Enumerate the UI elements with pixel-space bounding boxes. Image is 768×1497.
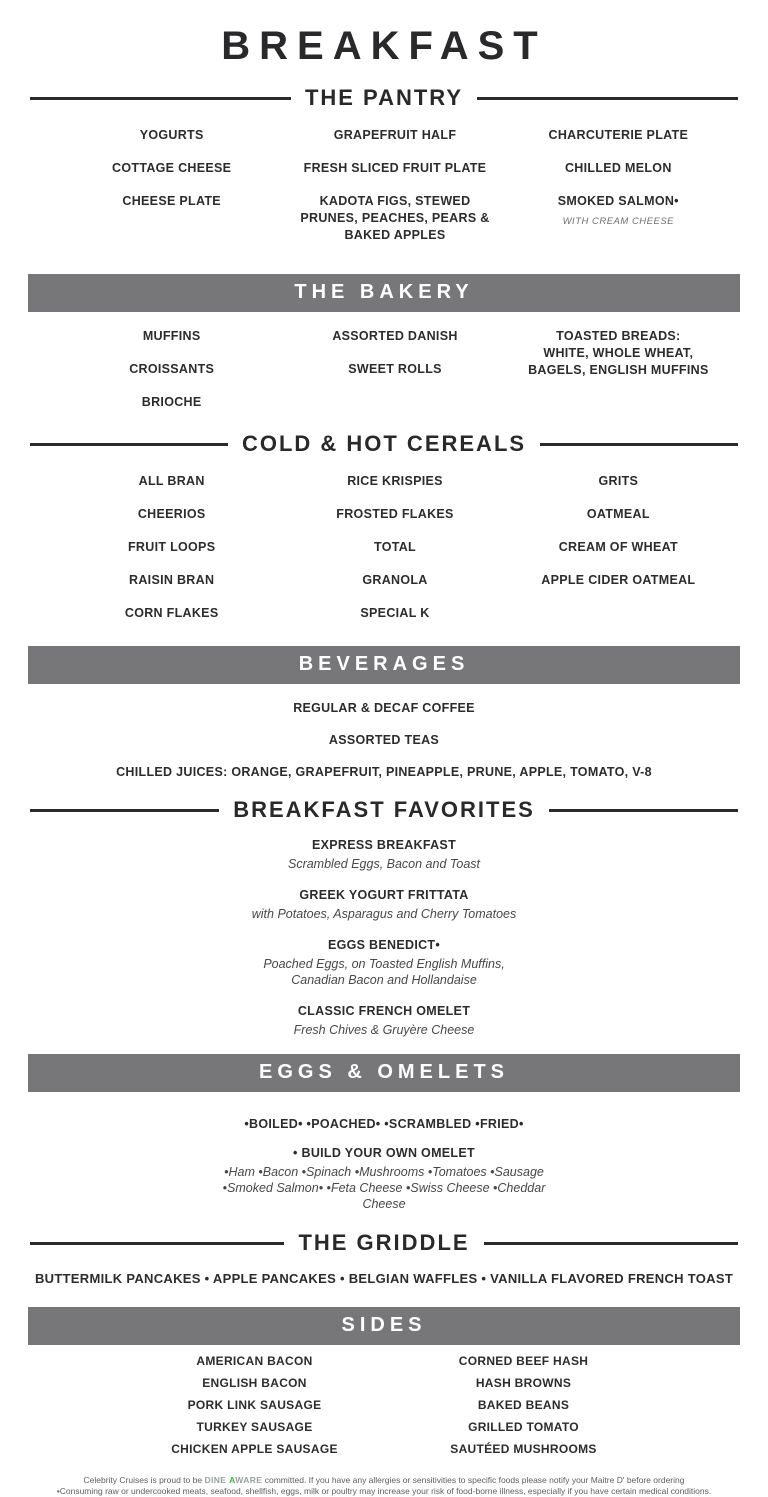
menu-item <box>120 1355 389 1368</box>
menu-item-name: •BOILED• •POACHED• •SCRAMBLED •FRIED• <box>244 1117 524 1131</box>
divider-line <box>477 97 738 100</box>
divider-line <box>30 443 228 446</box>
menu-item-name: BRIOCHE <box>141 395 202 409</box>
divider-line <box>484 1242 738 1245</box>
section-title: THE BAKERY <box>294 281 474 303</box>
menu-item-name: CLASSIC FRENCH OMELET <box>297 1004 471 1018</box>
menu-column <box>60 473 283 638</box>
menu-column <box>60 127 283 260</box>
menu-item <box>507 506 730 523</box>
menu-item-name: GREEK YOGURT FRITTATA <box>299 888 469 902</box>
menu-item-name: SWEET ROLLS <box>348 362 442 376</box>
menu-item-name: SPECIAL K <box>360 606 430 620</box>
section-grid <box>60 127 730 260</box>
menu-item <box>0 732 768 749</box>
menu-item <box>507 160 730 177</box>
menu-item <box>60 572 283 589</box>
menu-item <box>0 1003 768 1038</box>
footer-line1 <box>20 1475 748 1486</box>
menu-item-name: ALL BRAN <box>138 474 205 488</box>
menu-item-name: FROSTED FLAKES <box>336 507 454 521</box>
menu-item-name: SMOKED SALMON• <box>557 194 679 208</box>
menu-column <box>60 328 283 427</box>
menu-item <box>120 1421 389 1434</box>
section-beverages <box>0 646 768 781</box>
menu-item-name: EGGS BENEDICT• <box>327 938 441 952</box>
section-bakery <box>0 274 768 427</box>
footer-line2: •Consuming raw or undercooked meats, seafood, shellfish, eggs, milk or poultry may increase your risk of food-borne illness, especially if you have certain medical conditions. <box>56 1486 712 1496</box>
menu-item <box>283 361 506 378</box>
menu-item-name: CHICKEN APPLE SAUSAGE <box>171 1442 338 1456</box>
section-grid <box>60 328 730 427</box>
menu-column <box>283 328 506 427</box>
section-grid <box>60 473 730 638</box>
section-header-sides <box>28 1307 740 1345</box>
menu-item <box>60 605 283 622</box>
section-stack <box>0 1116 768 1212</box>
menu-item <box>0 1145 768 1212</box>
menu-item <box>283 160 506 177</box>
menu-header <box>0 0 768 69</box>
menu-item-name: CHEERIOS <box>137 507 206 521</box>
menu-item-name: MUFFINS <box>142 329 201 343</box>
menu-item-name: BAKED BEANS <box>477 1398 570 1412</box>
menu-item-name: CROISSANTS <box>129 362 215 376</box>
section-sides <box>0 1307 768 1465</box>
menu-item-name: ASSORTED TEAS <box>328 733 440 747</box>
menu-item-name: SAUTÉED MUSHROOMS <box>450 1442 597 1456</box>
menu-item <box>60 193 283 210</box>
section-title: SIDES <box>341 1314 427 1336</box>
menu-column <box>283 127 506 260</box>
section-pantry <box>0 85 768 260</box>
menu-item <box>60 473 283 490</box>
menu-item <box>60 506 283 523</box>
section-title: EGGS & OMELETS <box>258 1061 510 1083</box>
divider-line <box>30 1242 284 1245</box>
menu-item <box>120 1377 389 1390</box>
menu-column <box>507 473 730 638</box>
menu-item-name: GRITS <box>598 474 639 488</box>
menu-item <box>389 1399 658 1412</box>
menu-item-name: CORN FLAKES <box>124 606 219 620</box>
section-header-beverages <box>28 646 740 684</box>
dine-aware-logo: DINE <box>204 1475 230 1485</box>
section-stack <box>0 700 768 781</box>
divider-line <box>30 97 291 100</box>
section-griddle <box>0 1230 768 1287</box>
menu-column <box>507 328 730 427</box>
divider-line <box>540 443 738 446</box>
menu-item <box>389 1355 658 1368</box>
section-title: BEVERAGES <box>298 653 470 675</box>
menu-item-name: CREAM OF WHEAT <box>558 540 678 554</box>
menu-item-name: YOGURTS <box>139 128 204 142</box>
menu-item <box>120 1399 389 1412</box>
menu-item-name: REGULAR & DECAF COFFEE <box>293 701 475 715</box>
section-eggs <box>0 1054 768 1212</box>
section-header-cereals <box>30 431 738 457</box>
menu-item-name: RICE KRISPIES <box>347 474 443 488</box>
menu-item-sub: Fresh Chives & Gruyère Cheese <box>293 1023 475 1037</box>
menu-sections <box>0 85 768 1465</box>
menu-item-name: • BUILD YOUR OWN OMELET <box>293 1146 475 1160</box>
menu-item-name: FRESH SLICED FRUIT PLATE <box>303 161 487 175</box>
divider-line <box>30 809 219 812</box>
menu-item-sub: Poached Eggs, on Toasted English Muffins, Canadian Bacon and Hollandaise <box>263 957 505 987</box>
menu-item <box>389 1377 658 1390</box>
section-title: THE PANTRY <box>304 85 464 110</box>
section-header-eggs <box>28 1054 740 1092</box>
menu-item <box>60 127 283 144</box>
menu-item-name: TOASTED BREADS: WHITE, WHOLE WHEAT, BAGELS, ENGLISH MUFFINS <box>528 329 709 377</box>
section-title: BREAKFAST FAVORITES <box>233 797 535 822</box>
section-header-bakery <box>28 274 740 312</box>
menu-item <box>507 328 730 379</box>
section-cereals <box>0 431 768 638</box>
section-stack <box>0 837 768 1038</box>
menu-item-name: CHEESE PLATE <box>122 194 221 208</box>
menu-item <box>283 506 506 523</box>
menu-item-name: EXPRESS BREAKFAST <box>311 838 457 852</box>
menu-item <box>0 887 768 922</box>
footer-text-post: committed. If you have any allergies or sensitivities to specific foods please notify your Maitre D' before ordering <box>262 1475 685 1485</box>
menu-item-name: PORK LINK SAUSAGE <box>187 1398 322 1412</box>
menu-item <box>507 193 730 230</box>
menu-item <box>0 837 768 872</box>
menu-item <box>60 160 283 177</box>
menu-item-name: CHILLED MELON <box>564 161 672 175</box>
menu-item <box>283 193 506 244</box>
menu-item <box>60 361 283 378</box>
menu-item <box>283 605 506 622</box>
menu-item <box>283 539 506 556</box>
menu-item <box>0 1116 768 1133</box>
menu-item-name: AMERICAN BACON <box>196 1354 313 1368</box>
menu-item-name: RAISIN BRAN <box>129 573 215 587</box>
menu-column <box>507 127 730 260</box>
section-grid <box>120 1355 658 1465</box>
menu-item <box>507 127 730 144</box>
menu-item-name: COTTAGE CHEESE <box>112 161 232 175</box>
menu-item-sub: with Potatoes, Asparagus and Cherry Tomatoes <box>251 907 517 921</box>
menu-item-name: TOTAL <box>373 540 416 554</box>
menu-item-name: TURKEY SAUSAGE <box>196 1420 313 1434</box>
menu-item <box>283 473 506 490</box>
section-title: THE GRIDDLE <box>298 1230 470 1255</box>
menu-item-name: GRAPEFRUIT HALF <box>333 128 457 142</box>
menu-item <box>0 937 768 988</box>
menu-item <box>283 572 506 589</box>
menu-item-name: OATMEAL <box>586 507 650 521</box>
menu-item-name: FRUIT LOOPS <box>128 540 216 554</box>
menu-item <box>60 328 283 345</box>
menu-item <box>283 127 506 144</box>
section-header-pantry <box>30 85 738 111</box>
menu-item <box>507 572 730 589</box>
menu-item-sub: •Ham •Bacon •Spinach •Mushrooms •Tomatoes •Sausage •Smoked Salmon• •Feta Cheese •Swiss Cheese •Cheddar Cheese <box>222 1165 546 1211</box>
footer-text-pre: Celebrity Cruises is proud to be <box>83 1475 205 1485</box>
menu-item <box>0 1270 768 1287</box>
menu-column <box>389 1355 658 1465</box>
menu-item <box>389 1443 658 1456</box>
menu-item <box>0 700 768 717</box>
menu-item-name: BUTTERMILK PANCAKES • APPLE PANCAKES • BELGIAN WAFFLES • VANILLA FLAVORED FRENCH TOAST <box>34 1271 734 1286</box>
menu-item <box>120 1443 389 1456</box>
menu-item-name: ASSORTED DANISH <box>332 329 458 343</box>
menu-item-name: KADOTA FIGS, STEWED PRUNES, PEACHES, PEARS & BAKED APPLES <box>300 194 490 242</box>
menu-item <box>389 1421 658 1434</box>
menu-item <box>507 539 730 556</box>
menu-item <box>283 328 506 345</box>
section-stack <box>0 1270 768 1287</box>
menu-item <box>60 539 283 556</box>
menu-item <box>507 473 730 490</box>
menu-item <box>0 764 768 781</box>
menu-item-name: CHILLED JUICES: ORANGE, GRAPEFRUIT, PINEAPPLE, PRUNE, APPLE, TOMATO, V-8 <box>116 765 652 779</box>
menu-item-name: ENGLISH BACON <box>202 1376 307 1390</box>
menu-item <box>60 394 283 411</box>
menu-item-sub: WITH CREAM CHEESE <box>562 216 675 227</box>
section-title: COLD & HOT CEREALS <box>241 431 527 456</box>
menu-item-name: HASH BROWNS <box>475 1376 572 1390</box>
menu-item-sub: Scrambled Eggs, Bacon and Toast <box>287 857 481 871</box>
menu-column <box>120 1355 389 1465</box>
menu-footer <box>0 1475 768 1497</box>
section-header-griddle <box>30 1230 738 1256</box>
menu-item-name: CHARCUTERIE PLATE <box>548 128 689 142</box>
menu-item-name: GRILLED TOMATO <box>468 1420 579 1434</box>
menu-column <box>283 473 506 638</box>
menu-item-name: GRANOLA <box>362 573 428 587</box>
dine-aware-mark-icon: A <box>229 1475 236 1485</box>
section-header-favorites <box>30 797 738 823</box>
section-favorites <box>0 797 768 1038</box>
menu-item-name: CORNED BEEF HASH <box>458 1354 589 1368</box>
divider-line <box>549 809 738 812</box>
menu-item-name: APPLE CIDER OATMEAL <box>541 573 696 587</box>
dine-aware-logo-rest: WARE <box>235 1475 263 1485</box>
menu-title: BREAKFAST <box>221 24 547 68</box>
